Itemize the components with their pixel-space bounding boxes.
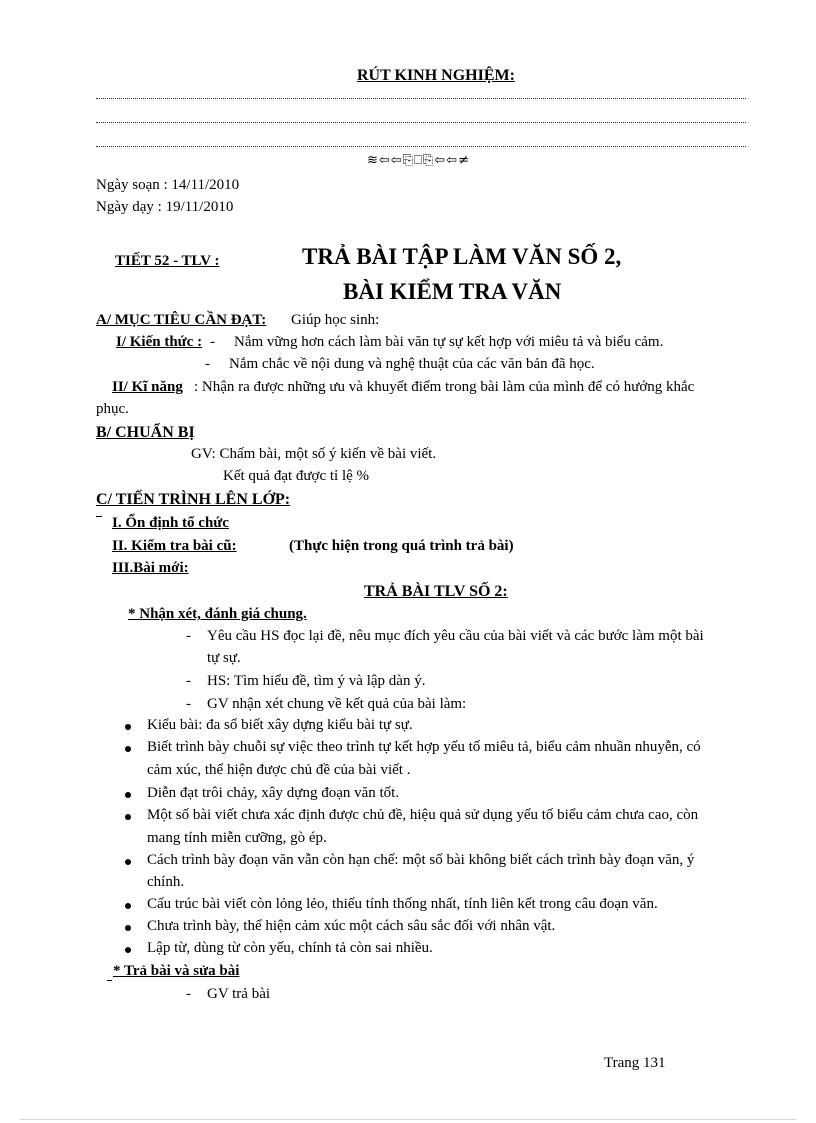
bullet-dot bbox=[125, 724, 131, 730]
dotted-line-1 bbox=[96, 98, 746, 99]
section-a-heading: A/ MỤC TIÊU CẦN ĐẠT: bbox=[96, 312, 267, 328]
preparation-teacher: GV: Chấm bài, một số ý kiến về bài viết. bbox=[191, 446, 437, 462]
section-c-heading: C/ TIẾN TRÌNH LÊN LỚP: bbox=[96, 491, 291, 508]
bullet-dot bbox=[125, 925, 131, 931]
bullet-dot bbox=[125, 859, 131, 865]
taught-date: Ngày dạy : 19/11/2010 bbox=[96, 199, 234, 215]
lesson-label: TIẾT 52 - TLV : bbox=[115, 253, 220, 269]
knowledge-dash-2: - bbox=[205, 356, 210, 372]
bullet-item: Cách trình bày đoạn văn vẫn còn hạn chế: một số bài không biết cách trình bày đoạn văn, ý bbox=[147, 852, 695, 868]
bullet-item: chính. bbox=[147, 874, 185, 890]
skill-text: : Nhận ra được những ưu và khuyết điểm trong bài làm của mình để có hướng khắc bbox=[194, 379, 695, 395]
section-b-heading: B/ CHUẨN BỊ bbox=[96, 424, 195, 441]
step-new-lesson: III.Bài mới: bbox=[112, 560, 189, 576]
dash-item: HS: Tìm hiểu đề, tìm ý và lập dàn ý. bbox=[207, 673, 426, 689]
knowledge-item-2: Nắm chắc về nội dung và nghệ thuật của các văn bản đã học. bbox=[229, 356, 595, 372]
review-heading: RÚT KINH NGHIỆM: bbox=[357, 67, 515, 84]
return-heading: TRẢ BÀI TLV SỐ 2: bbox=[364, 583, 508, 600]
lesson-title-line1: TRẢ BÀI TẬP LÀM VĂN SỐ 2, bbox=[302, 244, 622, 269]
bullet-item: Biết trình bày chuỗi sự việc theo trình tự kết hợp yếu tố miêu tả, biểu cảm nhuần nhuyễn, có bbox=[147, 739, 701, 755]
dash-item: GV nhận xét chung về kết quả của bài làm: bbox=[207, 696, 467, 712]
bullet-item: mang tính miễn cưỡng, gò ép. bbox=[147, 830, 327, 846]
bullet-item: Kiểu bài: đa số biết xây dựng kiểu bài tự sự. bbox=[147, 717, 413, 733]
knowledge-item-1: Nắm vững hơn cách làm bài văn tự sự kết hợp với miêu tả và biểu cảm. bbox=[234, 334, 664, 350]
bullet-dot bbox=[125, 746, 131, 752]
step-check-note: (Thực hiện trong quá trình trả bài) bbox=[289, 538, 514, 554]
bullet-item: Cấu trúc bài viết còn lỏng lẻo, thiếu tính thống nhất, tính liên kết trong câu đoạn văn. bbox=[147, 896, 658, 912]
step-check-old-lesson: II. Kiểm tra bài cũ: bbox=[112, 538, 237, 554]
bullet-item: Một số bài viết chưa xác định được chủ đề, hiệu quả sử dụng yếu tố biểu cảm chưa cao, còn bbox=[147, 807, 699, 823]
lesson-title-line2: BÀI KIỂM TRA VĂN bbox=[343, 279, 562, 304]
dash-item: Yêu cầu HS đọc lại đề, nêu mục đích yêu cầu của bài viết và các bước làm một bài bbox=[207, 628, 704, 644]
bullet-dot bbox=[125, 814, 131, 820]
dash-marker: - bbox=[186, 628, 191, 644]
bullet-dot bbox=[125, 792, 131, 798]
bullet-item: Chưa trình bày, thể hiện cảm xúc một cách sâu sắc đối với nhân vật. bbox=[147, 918, 556, 934]
dash-marker: - bbox=[186, 696, 191, 712]
return-correction-heading: * Trả bài và sửa bài bbox=[113, 963, 240, 979]
dash-item: tự sự. bbox=[207, 650, 241, 666]
bullet-item: cảm xúc, thể hiện được chủ đề của bài viết . bbox=[147, 762, 411, 778]
step1-marker bbox=[96, 516, 102, 517]
prepared-date: Ngày soạn : 14/11/2010 bbox=[96, 177, 240, 193]
ornament-divider: ≋⇦⇦⎘⎕⎘⇦⇦≠ bbox=[367, 153, 470, 168]
bullet-item: Diễn đạt trôi chảy, xây dựng đoạn văn tốt. bbox=[147, 785, 400, 801]
dotted-line-2 bbox=[96, 122, 746, 123]
bullet-dot bbox=[125, 903, 131, 909]
return-marker bbox=[107, 980, 112, 981]
step-stabilize: I. Ổn định tổ chức bbox=[112, 515, 229, 531]
dotted-line-3 bbox=[96, 146, 746, 147]
page-number: Trang 131 bbox=[604, 1055, 666, 1071]
skill-label: II/ Kĩ năng bbox=[112, 379, 183, 395]
general-assessment-heading: * Nhận xét, đánh giá chung. bbox=[128, 606, 307, 622]
dash-marker: - bbox=[186, 986, 191, 1002]
skill-text-cont: phục. bbox=[96, 401, 129, 417]
preparation-result: Kết quả đạt được tỉ lệ % bbox=[223, 468, 370, 484]
dash-marker: - bbox=[186, 673, 191, 689]
section-a-intro: Giúp học sinh: bbox=[291, 312, 380, 328]
bullet-dot bbox=[125, 947, 131, 953]
knowledge-dash: - bbox=[210, 334, 215, 350]
page-edge bbox=[20, 1119, 796, 1120]
knowledge-label: I/ Kiến thức : bbox=[116, 334, 203, 350]
bullet-item: Lập từ, dùng từ còn yếu, chính tả còn sai nhiều. bbox=[147, 940, 433, 956]
return-item: GV trả bài bbox=[207, 986, 271, 1002]
